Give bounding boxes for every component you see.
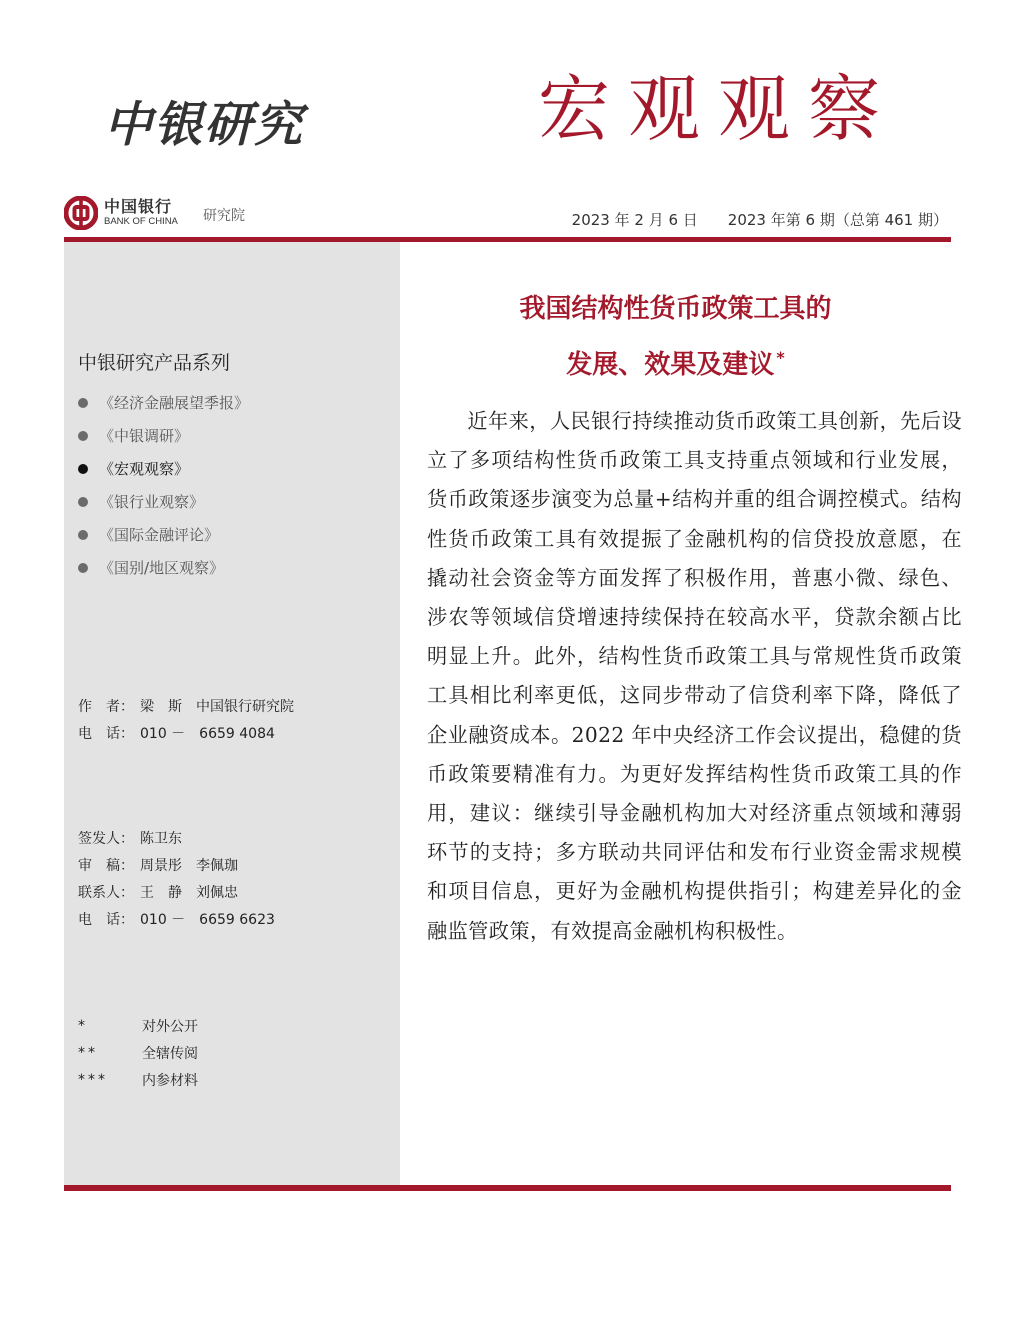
legend-row: [78, 1012, 198, 1039]
series-item: [78, 518, 249, 551]
contact-label: 联系人：: [78, 884, 134, 901]
confidentiality-legend: [78, 1012, 198, 1093]
publish-date: 2023 年 2 月 6 日: [571, 211, 698, 229]
signer-label: 签发人：: [78, 830, 134, 847]
bullet-icon: [78, 563, 88, 573]
signer-value: 陈卫东: [140, 830, 182, 847]
reviewer-row: [78, 851, 275, 878]
series-item-label: 《宏观观察》: [99, 460, 190, 478]
author-row: [78, 692, 294, 719]
date-issue-line: [572, 209, 948, 230]
contact-phone-row: [78, 905, 275, 932]
product-series-list: [78, 386, 249, 584]
institute-label: 研究院: [203, 208, 245, 224]
article-body: 近年来，人民银行持续推动货币政策工具创新，先后设立了多项结构性货币政策工具支持重点领域和行业发展，货币政策逐步演变为总量+结构并重的组合调控模式。结构性货币政策工具有效提振了金融机构的信贷投放意愿，在撬动社会资金等方面发挥了积极作用，普惠小微、绿色、涉农等领域信贷增速持续保持在较高水平，贷款余额占比明显上升。此外，结构性货币政策工具与常规性货币政策工具相比利率更低，这同步带动了信贷利率下降，降低了企业融资成本。2022 年中央经济工作会议提出，稳健的货币政策要精准有力。为更好发挥结构性货币政策工具的作用，建议：继续引导金融机构加大对经济重点领域和薄弱环节的支持；多方联动共同评估和发布行业资金需求规模和项目信息，更好为金融机构提供指引；构建差异化的金融监管政策，有效提高金融机构积极性。: [427, 409, 962, 943]
issue-number: 2023 年第 6 期（总第 461 期）: [727, 211, 948, 229]
article-title-text: 发展、效果及建议: [566, 350, 775, 380]
legend-stars: *: [78, 1017, 88, 1034]
series-item: [78, 419, 249, 452]
phone-label: 电 话：: [78, 725, 134, 742]
reviewer-value: 周景彤 李佩珈: [140, 857, 238, 874]
legend-stars: **: [78, 1044, 98, 1061]
legend-text: 全辖传阅: [142, 1045, 198, 1062]
bullet-icon: [78, 398, 88, 408]
legend-text: 内参材料: [142, 1072, 198, 1089]
legend-text: 对外公开: [142, 1018, 198, 1035]
series-item-label: 《银行业观察》: [99, 493, 205, 511]
bullet-icon: [78, 530, 88, 540]
footer-rule: [64, 1185, 951, 1191]
series-item-label: 《国际金融评论》: [99, 526, 220, 544]
series-item: [78, 485, 249, 518]
bullet-icon: [78, 431, 88, 441]
signoff-info: [78, 824, 275, 932]
sidebar: [64, 242, 400, 1185]
sidebar-heading: 中银研究产品系列: [78, 352, 231, 374]
series-item-label: 《经济金融展望季报》: [99, 394, 250, 412]
signer-row: [78, 824, 275, 851]
series-title: 宏观观察: [538, 67, 899, 151]
bullet-icon: [78, 497, 88, 507]
bullet-icon: [78, 464, 88, 474]
article-title-line1: 我国结构性货币政策工具的: [519, 294, 832, 324]
series-item: [78, 386, 249, 419]
contact-value: 王 静 刘佩忠: [140, 884, 238, 901]
brand-logo-text: 中银研究: [104, 97, 305, 153]
author-value: 梁 斯 中国银行研究院: [140, 698, 294, 715]
legend-stars: ***: [78, 1071, 108, 1088]
series-item-label: 《中银调研》: [99, 427, 190, 445]
article-title-line2: [400, 344, 951, 381]
series-item-active: [78, 452, 249, 485]
series-item: [78, 551, 249, 584]
legend-row: [78, 1039, 198, 1066]
phone-label: 电 话：: [78, 911, 134, 928]
bank-name-cn: 中国银行: [104, 197, 173, 216]
author-label: 作 者：: [78, 698, 134, 715]
legend-row: [78, 1066, 198, 1093]
bank-name-en: BANK OF CHINA: [104, 216, 178, 227]
bank-logo: [64, 194, 214, 234]
author-info: [78, 692, 294, 746]
phone-value: 010 － 6659 6623: [140, 911, 275, 928]
author-phone-row: [78, 719, 294, 746]
bank-emblem-icon: [64, 196, 98, 230]
reviewer-label: 审 稿：: [78, 857, 134, 874]
series-item-label: 《国别/地区观察》: [99, 559, 225, 577]
footnote-mark: *: [776, 348, 785, 368]
contact-row: [78, 878, 275, 905]
phone-value: 010 － 6659 4084: [140, 725, 275, 742]
